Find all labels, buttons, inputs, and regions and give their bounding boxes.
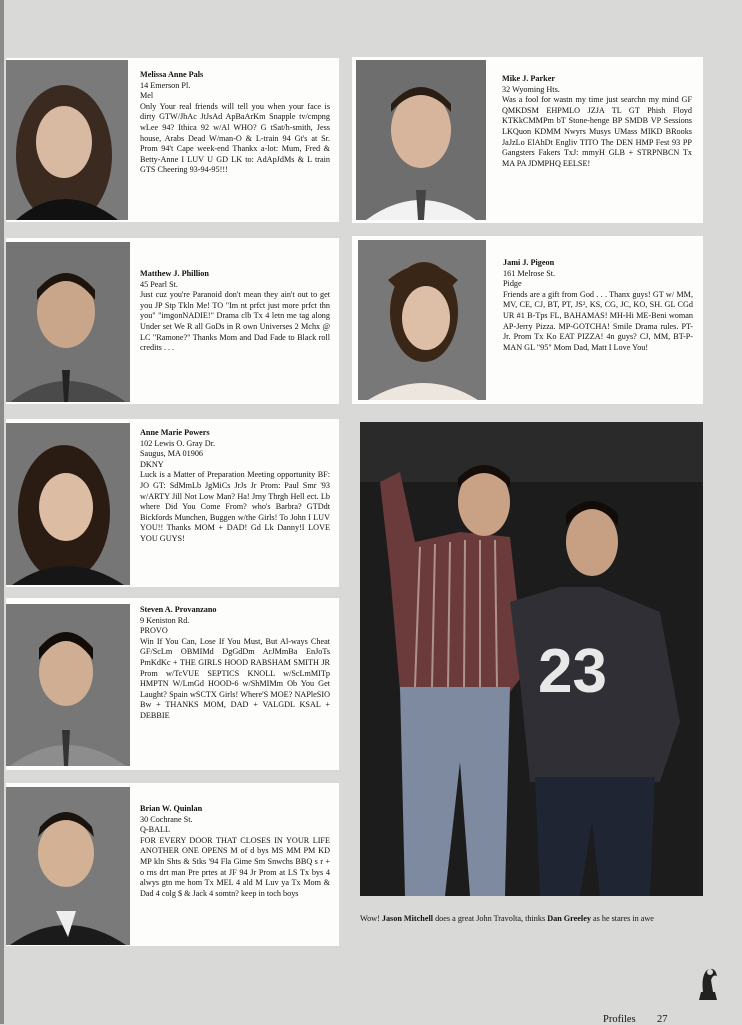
student-address: 45 Pearl St. bbox=[140, 279, 178, 289]
portrait-photo bbox=[6, 423, 130, 585]
bio-melissa bbox=[140, 70, 330, 176]
yearbook-logo-icon bbox=[693, 962, 723, 1002]
profile-card-steven bbox=[6, 598, 339, 770]
student-address: 161 Melrose St. bbox=[503, 268, 556, 278]
caption-middle: does a great John Travolta, thinks bbox=[433, 914, 548, 923]
student-name: Mike J. Parker bbox=[502, 74, 555, 83]
bio-steven bbox=[140, 605, 330, 722]
student-nickname: Mel bbox=[140, 91, 154, 101]
student-bio-text: Just cuz you're Paranoid don't mean they ain't out to get you JP Stp Tkln Me! TO "Im nt prfct just more prfct thn you" "imgonNADIE!" Drama clb Tx 4 letn me tag along Under set We R all GoDs in R own Universes 2 Mchx @ LC "Ramone?" Thanks Mom and Dad Fade to Black roll credits . . . bbox=[140, 290, 330, 353]
student-nickname: DKNY bbox=[140, 459, 164, 469]
bio-matthew bbox=[140, 269, 330, 354]
portrait-photo bbox=[356, 60, 486, 220]
profile-card-mike bbox=[352, 57, 703, 223]
profile-card-jami bbox=[352, 236, 703, 404]
student-name: Matthew J. Phillion bbox=[140, 269, 209, 278]
candid-photo bbox=[360, 422, 703, 896]
portrait-photo bbox=[6, 242, 130, 402]
page-number: 27 bbox=[657, 1014, 668, 1025]
student-address: 9 Keniston Rd. bbox=[140, 615, 190, 625]
footer-section-label: Profiles bbox=[603, 1014, 636, 1025]
page-binding-edge bbox=[0, 0, 4, 1024]
student-address: 30 Cochrane St. bbox=[140, 814, 193, 824]
student-bio-text: Win If You Can, Lose If You Must, But Al-ways Cheat GF/ScLm OBMIMd DgGdDm ArJMmBa EnJoTs PmKdKc + THE GIRLS HOOD RABSHAM SMITH JR Prom w/TcVUE SEPTICS KNOLL w/ScLmMITp HMPTN W/LmGd HOOD-6 w/ShMIMm Ob You Get Laught? Spain wSCTX Girls! Where'S MOE? NAPleSIO Bw + THANKS MOM, DAD + VALGDL KSAL + DEBBIE bbox=[140, 636, 330, 720]
student-address-line2: Saugus, MA 01906 bbox=[140, 449, 204, 459]
portrait-photo bbox=[6, 604, 130, 766]
student-address: 14 Emerson Pl. bbox=[140, 80, 191, 90]
student-bio-text: Luck is a Matter of Preparation Meeting opportunity BF: JO GT: SdMmLb JgMiCs JrJs Jr Prom: Paul Smr '93 w/ARTY Jill Not Low Man? Ha! Jrny Thrgh Hell ect. Lb where Did You Come From? who's Barbra? GTDdt Bickfords Munchen, Buggen w/the Girls! To John I LUV YOU!! Thanks MOM + DAD! Gd Lk Danny!I LOVE YOU GUYS! bbox=[140, 470, 330, 543]
profile-card-brian bbox=[6, 783, 339, 946]
profile-card-anne-marie bbox=[6, 419, 339, 587]
student-bio-text: FOR EVERY DOOR THAT CLOSES IN YOUR LIFE ANOTHER ONE OPENS M of d bys MS MM PM KD MP kln Shts & Stks '94 Fla Gime Sm Snwchs BBQ s r + o rns drt man Pre prtes at JF 94 Jr Prom at LS Tx bys 4 alwys gtn me hom Tx MEL 4 ald M Luv ya Tx Mom & Dad 4 colg $ & Jack 4 somtn? keep in toch boys bbox=[140, 835, 330, 898]
student-name: Brian W. Quinlan bbox=[140, 804, 203, 813]
student-nickname: PROVO bbox=[140, 626, 168, 636]
jersey-number: 23 bbox=[538, 637, 607, 706]
portrait-photo bbox=[6, 60, 128, 220]
student-name: Anne Marie Powers bbox=[140, 428, 210, 437]
student-name: Melissa Anne Pals bbox=[140, 70, 204, 79]
student-address: 102 Lewis O. Gray Dr. bbox=[140, 438, 216, 448]
caption-name-1: Jason Mitchell bbox=[381, 914, 434, 923]
photo-caption bbox=[360, 913, 710, 924]
student-nickname: Pidge bbox=[503, 279, 522, 289]
bio-jami bbox=[503, 258, 693, 353]
student-bio-text: Was a fool for wastn my time just searchn my mind GF QMKDSM EHPMLO JZJA TL GT Phish Floyd KTKkCMMPm bT Stone-henge BP SMDB VP Sessions LKQuon KDMM Nwyrs Musys UMass MIKD BRooks JaJzLo ElAhDt Engliv TITO The DEN HMP Fest 93 PP Gangsters Fakers TxJ: mmyH GLB + STRPNBCN Tx MA PA JDMPHQ EELSE! bbox=[502, 95, 692, 168]
caption-suffix: as he stares in awe bbox=[590, 914, 654, 923]
student-name: Jami J. Pigeon bbox=[503, 258, 555, 267]
candid-photo-illustration bbox=[360, 422, 703, 896]
profile-card-matthew bbox=[6, 238, 339, 404]
student-bio-text: Friends are a gift from God . . . Thanx guys! GT w/ MM, MV, CE, CJ, BT, PT, JS², KS, CG, JC, KO, SH. GL CGd UR #1 B-Tps FL, BAHAMAS! MH-Hi ME-Beni woman AP-Jerry Pizza. MP-GOTCHA! Smile Drama rules. PT-Jr. Prom Tx Ko EAT PIZZA! 4n guys? CJ, MM, BT-P-MAN GL "95" Mom Dad, Matt I Love You! bbox=[503, 289, 693, 352]
student-name: Steven A. Provanzano bbox=[140, 605, 217, 614]
student-nickname: Q-BALL bbox=[140, 825, 171, 835]
caption-prefix: Wow! bbox=[360, 914, 382, 923]
caption-name-2: Dan Greeley bbox=[547, 914, 591, 923]
bio-brian bbox=[140, 804, 330, 899]
student-address: 32 Wyoming Hts. bbox=[502, 84, 560, 94]
bio-mike bbox=[502, 74, 692, 169]
portrait-photo bbox=[358, 240, 486, 400]
student-bio-text: Only Your real friends will tell you when your face is dirty GTW/JhAc JtJsAd ApBaArKm Snapple tv/cmpng wLee 94? Ithica 92 w/Al WHO? G tSat/h-smith, Jess house, Arabs Dead W/man-O & L-train 94 Gt's at Sr. Prom 94't Cape week-end Thankx a-lot: Mum, Fred & Betty-Anne I LUV U GD LK to: AdApJdMs & L train GTS Cheering 93-94-95!!! bbox=[140, 101, 330, 175]
bio-anne-marie bbox=[140, 428, 330, 545]
portrait-photo bbox=[6, 787, 130, 945]
profile-card-melissa bbox=[6, 58, 339, 222]
